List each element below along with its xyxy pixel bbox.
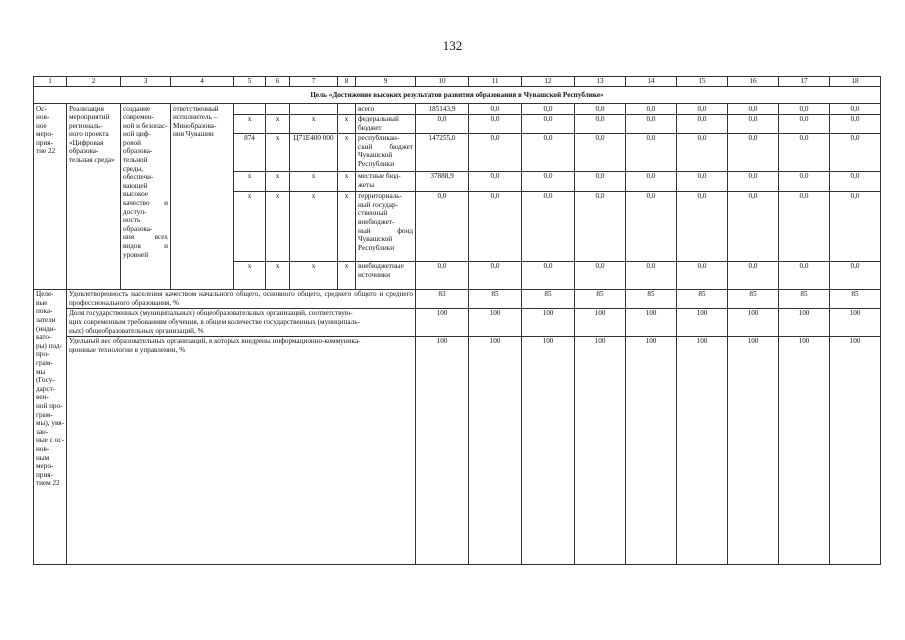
value-cell: 0,0 (728, 133, 779, 171)
value-cell: 0,0 (779, 104, 830, 115)
budget-code-rz: x (266, 191, 290, 261)
col-number: 9 (356, 77, 416, 87)
value-cell: 0,0 (416, 191, 469, 261)
budget-code-csr: Ц71Е400 000 (290, 133, 338, 171)
value-cell: 0,0 (575, 104, 626, 115)
value-cell: 0,0 (626, 104, 677, 115)
budget-code-grbs: x (234, 114, 266, 133)
event-name: Реализация мероприятий региональ- ного проекта «Цифровая образова- тельная среда» (67, 104, 121, 290)
col-number: 14 (626, 77, 677, 87)
value-cell: 0,0 (626, 171, 677, 191)
col-number: 8 (338, 77, 356, 87)
indicator-value: 85 (575, 289, 626, 308)
indicator-value: 100 (416, 336, 469, 564)
value-cell: 0,0 (469, 104, 522, 115)
indicator-value: 100 (830, 308, 881, 336)
indicator-value: 100 (779, 336, 830, 564)
indicator-value: 100 (830, 336, 881, 564)
budget-code-csr: x (290, 171, 338, 191)
col-number: 5 (234, 77, 266, 87)
budget-code-vr: x (338, 171, 356, 191)
indicator-value: 100 (522, 308, 575, 336)
value-cell: 0,0 (779, 261, 830, 289)
goal-row (34, 87, 881, 104)
event-purpose: создание современ- ной и безопас- ной циф- ровой образова- тельной среды, обеспечи- вающей высокое качество и доступ- ность образова- ния всех видов и уровней (121, 104, 171, 290)
col-number: 16 (728, 77, 779, 87)
indicator-value: 85 (830, 289, 881, 308)
budget-code-csr (290, 104, 338, 115)
budget-code-grbs: x (234, 261, 266, 289)
indicator-row (34, 289, 881, 308)
value-cell: 0,0 (522, 191, 575, 261)
value-cell: 0,0 (779, 133, 830, 171)
col-number: 10 (416, 77, 469, 87)
indicator-value: 100 (522, 336, 575, 564)
value-cell: 0,0 (728, 191, 779, 261)
value-cell: 0,0 (575, 261, 626, 289)
budget-code-csr: x (290, 114, 338, 133)
value-cell: 0,0 (830, 104, 881, 115)
value-cell: 0,0 (416, 114, 469, 133)
budget-code-rz: x (266, 171, 290, 191)
budget-code-vr: x (338, 191, 356, 261)
value-cell: 0,0 (830, 171, 881, 191)
indicator-value: 85 (728, 289, 779, 308)
value-cell: 0,0 (522, 171, 575, 191)
value-cell: 0,0 (830, 191, 881, 261)
value-cell: 0,0 (575, 133, 626, 171)
indicator-value: 100 (469, 308, 522, 336)
value-cell: 0,0 (830, 261, 881, 289)
funding-source: всего (356, 104, 416, 115)
value-cell: 0,0 (626, 114, 677, 133)
indicator-value: 100 (626, 308, 677, 336)
col-number: 1 (34, 77, 67, 87)
budget-code-grbs: x (234, 171, 266, 191)
budget-code-rz: x (266, 114, 290, 133)
value-cell: 0,0 (728, 171, 779, 191)
indicator-value: 100 (728, 308, 779, 336)
col-number: 7 (290, 77, 338, 87)
value-cell: 0,0 (626, 261, 677, 289)
indicator-value: 100 (728, 336, 779, 564)
value-cell: 0,0 (779, 191, 830, 261)
value-cell: 0,0 (728, 104, 779, 115)
value-cell: 0,0 (830, 133, 881, 171)
indicator-value: 85 (779, 289, 830, 308)
indicator-value: 83 (416, 289, 469, 308)
value-cell: 0,0 (469, 114, 522, 133)
indicator-value: 100 (575, 336, 626, 564)
indicator-value: 100 (677, 336, 728, 564)
value-cell: 37888,9 (416, 171, 469, 191)
indicator-text: Удельный вес образовательных организаций, в которых внедрены информационно-коммуника- ционные технологии в управлении, % (67, 336, 416, 564)
value-cell: 0,0 (469, 261, 522, 289)
col-number: 13 (575, 77, 626, 87)
value-cell: 147255,0 (416, 133, 469, 171)
indicator-value: 100 (575, 308, 626, 336)
indicators-label: Целе- вые пока- затели (инди- като- ры) под- про- грам- мы (Госу- дарст- вен- ной про- грам- мы), увя- зан- ные с ос- нов- ным меро- прия- тием 22 (34, 289, 67, 564)
value-cell: 0,0 (728, 261, 779, 289)
indicator-value: 85 (469, 289, 522, 308)
budget-code-grbs (234, 104, 266, 115)
funding-source: внебюджетные источники (356, 261, 416, 289)
indicator-value: 100 (779, 308, 830, 336)
col-number: 4 (171, 77, 234, 87)
col-number: 2 (67, 77, 121, 87)
page-number: 132 (442, 38, 463, 53)
value-cell: 0,0 (626, 133, 677, 171)
value-cell: 0,0 (522, 133, 575, 171)
program-table (33, 76, 881, 565)
budget-code-vr: x (338, 114, 356, 133)
value-cell: 0,0 (522, 114, 575, 133)
budget-code-vr (338, 104, 356, 115)
funding-row (34, 104, 881, 115)
value-cell: 0,0 (677, 261, 728, 289)
event-type: Ос- нов- ное меро- прия- тие 22 (34, 104, 67, 290)
budget-code-csr: x (290, 191, 338, 261)
col-number: 12 (522, 77, 575, 87)
indicator-value: 100 (416, 308, 469, 336)
budget-code-grbs: 874 (234, 133, 266, 171)
value-cell: 0,0 (575, 114, 626, 133)
value-cell: 0,0 (677, 191, 728, 261)
value-cell: 0,0 (575, 191, 626, 261)
funding-source: местные бюд- жеты (356, 171, 416, 191)
indicator-value: 100 (677, 308, 728, 336)
value-cell: 0,0 (469, 171, 522, 191)
indicator-text: Удовлетворенность населения качеством начального общего, основного общего, среднего общего и среднего профессионального образования, % (67, 289, 416, 308)
funding-source: территориаль- ный государ- ственный внебюджет- ный фонд Чувашской Республики (356, 191, 416, 261)
value-cell: 0,0 (830, 114, 881, 133)
budget-code-csr: x (290, 261, 338, 289)
indicator-value: 100 (626, 336, 677, 564)
value-cell: 0,0 (677, 114, 728, 133)
value-cell: 0,0 (677, 104, 728, 115)
indicator-value: 100 (469, 336, 522, 564)
indicator-value: 85 (626, 289, 677, 308)
value-cell: 0,0 (575, 171, 626, 191)
col-number: 17 (779, 77, 830, 87)
value-cell: 0,0 (469, 191, 522, 261)
value-cell: 0,0 (677, 133, 728, 171)
col-number: 3 (121, 77, 171, 87)
value-cell: 0,0 (522, 104, 575, 115)
column-number-row (34, 77, 881, 87)
indicator-text: Доля государственных (муниципальных) общеобразовательных организаций, соответствую- щих современным требованиям обучения, в общем количестве государственных (муниципаль- ных) общеобразовательных организаций, % (67, 308, 416, 336)
col-number: 18 (830, 77, 881, 87)
value-cell: 0,0 (779, 171, 830, 191)
col-number: 11 (469, 77, 522, 87)
col-number: 6 (266, 77, 290, 87)
budget-code-vr: x (338, 261, 356, 289)
budget-code-grbs: x (234, 191, 266, 261)
indicator-row (34, 308, 881, 336)
event-executor: ответственный исполнитель – Минобразова- ния Чувашии (171, 104, 234, 290)
col-number: 15 (677, 77, 728, 87)
value-cell: 0,0 (416, 261, 469, 289)
value-cell: 0,0 (677, 171, 728, 191)
funding-source: республикан- ский бюджет Чувашской Республики (356, 133, 416, 171)
goal-title: Цель «Достижение высоких результатов развития образования в Чувашской Республике» (34, 87, 881, 104)
value-cell: 0,0 (626, 191, 677, 261)
budget-code-rz: x (266, 133, 290, 171)
budget-code-vr: x (338, 133, 356, 171)
budget-code-rz (266, 104, 290, 115)
value-cell: 0,0 (522, 261, 575, 289)
funding-source: федеральный бюджет (356, 114, 416, 133)
value-cell: 0,0 (728, 114, 779, 133)
indicator-value: 85 (677, 289, 728, 308)
indicator-row (34, 336, 881, 564)
value-cell: 0,0 (779, 114, 830, 133)
value-cell: 185143,9 (416, 104, 469, 115)
value-cell: 0,0 (469, 133, 522, 171)
indicator-value: 85 (522, 289, 575, 308)
budget-code-rz: x (266, 261, 290, 289)
